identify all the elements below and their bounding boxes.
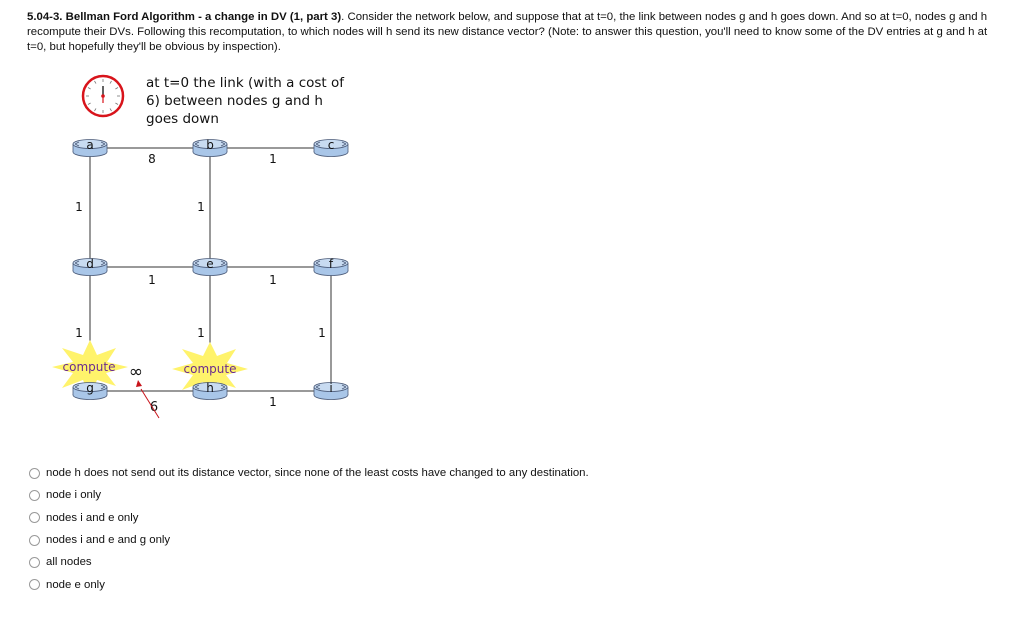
question-body: Consider the network below, and suppose that at t=0, the link between nodes g and h goes down. And so at t=0, nodes g and h recompute their DVs. Following this recomputation, to which nodes will h send its new distance vector? (Note: to answer this question, you'll need to know some of the DV entries at g and h at t=0, but hopefully they'll be obvious by inspection). xyxy=(27,11,988,53)
cost-a-d: 1 xyxy=(75,200,83,214)
router-g xyxy=(73,381,107,400)
router-label-a: a xyxy=(86,138,94,152)
radio-button[interactable] xyxy=(29,512,40,523)
router-label-b: b xyxy=(206,138,214,152)
option-label: node e only xyxy=(46,578,105,591)
router-label-e: e xyxy=(206,257,214,271)
radio-button[interactable] xyxy=(29,490,40,501)
router-e xyxy=(193,257,227,276)
router-label-h: h xyxy=(206,381,214,395)
answer-options xyxy=(29,462,589,596)
cost-h-i: 1 xyxy=(269,395,277,409)
router-label-g: g xyxy=(86,381,94,395)
option-h-does-not-send[interactable] xyxy=(29,462,589,484)
annotation-line-3: goes down xyxy=(146,111,219,127)
router-c xyxy=(314,138,348,157)
cost-a-b: 8 xyxy=(148,152,156,166)
option-node-i-only[interactable] xyxy=(29,484,589,506)
router-f xyxy=(314,257,348,276)
cost-e-h: 1 xyxy=(197,326,205,340)
radio-button[interactable] xyxy=(29,535,40,546)
option-label: nodes i and e and g only xyxy=(46,534,171,547)
radio-button[interactable] xyxy=(29,557,40,568)
router-label-f: f xyxy=(328,257,334,271)
router-label-d: d xyxy=(86,257,94,271)
option-label: nodes i and e only xyxy=(46,511,139,524)
annotation-line-1: at t=0 the link (with a cost of xyxy=(146,75,345,91)
cost-d-g: 1 xyxy=(75,326,83,340)
option-label: node h does not send out its distance vector, since none of the least costs have changed to any destination. xyxy=(46,467,589,480)
cost-e-f: 1 xyxy=(269,273,277,287)
cost-g-h-old: 6 xyxy=(149,400,159,415)
option-nodes-i-e-g[interactable] xyxy=(29,529,589,551)
router-d xyxy=(73,257,107,276)
radio-button[interactable] xyxy=(29,579,40,590)
cost-b-c: 1 xyxy=(269,152,277,166)
option-nodes-i-and-e[interactable] xyxy=(29,507,589,529)
cost-d-e: 1 xyxy=(148,273,156,287)
cost-b-e: 1 xyxy=(197,200,205,214)
question-title: 5.04-3. Bellman Ford Algorithm - a change in DV (1, part 3) xyxy=(27,11,342,23)
router-b xyxy=(193,138,227,157)
cost-g-h-infinity: ∞ xyxy=(128,362,144,382)
clock-icon xyxy=(83,76,123,116)
router-label-c: c xyxy=(327,138,335,152)
compute-label-g: compute xyxy=(62,360,116,374)
router-i xyxy=(314,381,348,400)
router-a xyxy=(73,138,107,157)
cost-f-i: 1 xyxy=(318,326,326,340)
annotation-line-2: 6) between nodes g and h xyxy=(146,93,323,109)
option-label: all nodes xyxy=(46,556,92,569)
option-all-nodes[interactable] xyxy=(29,551,589,573)
router-h xyxy=(193,381,227,400)
option-node-e-only[interactable] xyxy=(29,573,589,595)
radio-button[interactable] xyxy=(29,468,40,479)
compute-label-h: compute xyxy=(183,362,237,376)
router-label-i: i xyxy=(329,381,333,395)
option-label: node i only xyxy=(46,489,102,502)
question-text: 5.04-3. Bellman Ford Algorithm - a change in DV (1, part 3). Consider the network below, and suppose that at t=0, the link between nodes g and h goes down. And so at t=0, nodes g and h recompute their DVs. Following this recomputation, to which nodes will h send its new distance vector? (Note: to answer this question, you'll need to know some of the DV entries at g and h at t=0, but hopefully they'll be obvious by inspection). xyxy=(27,11,988,53)
